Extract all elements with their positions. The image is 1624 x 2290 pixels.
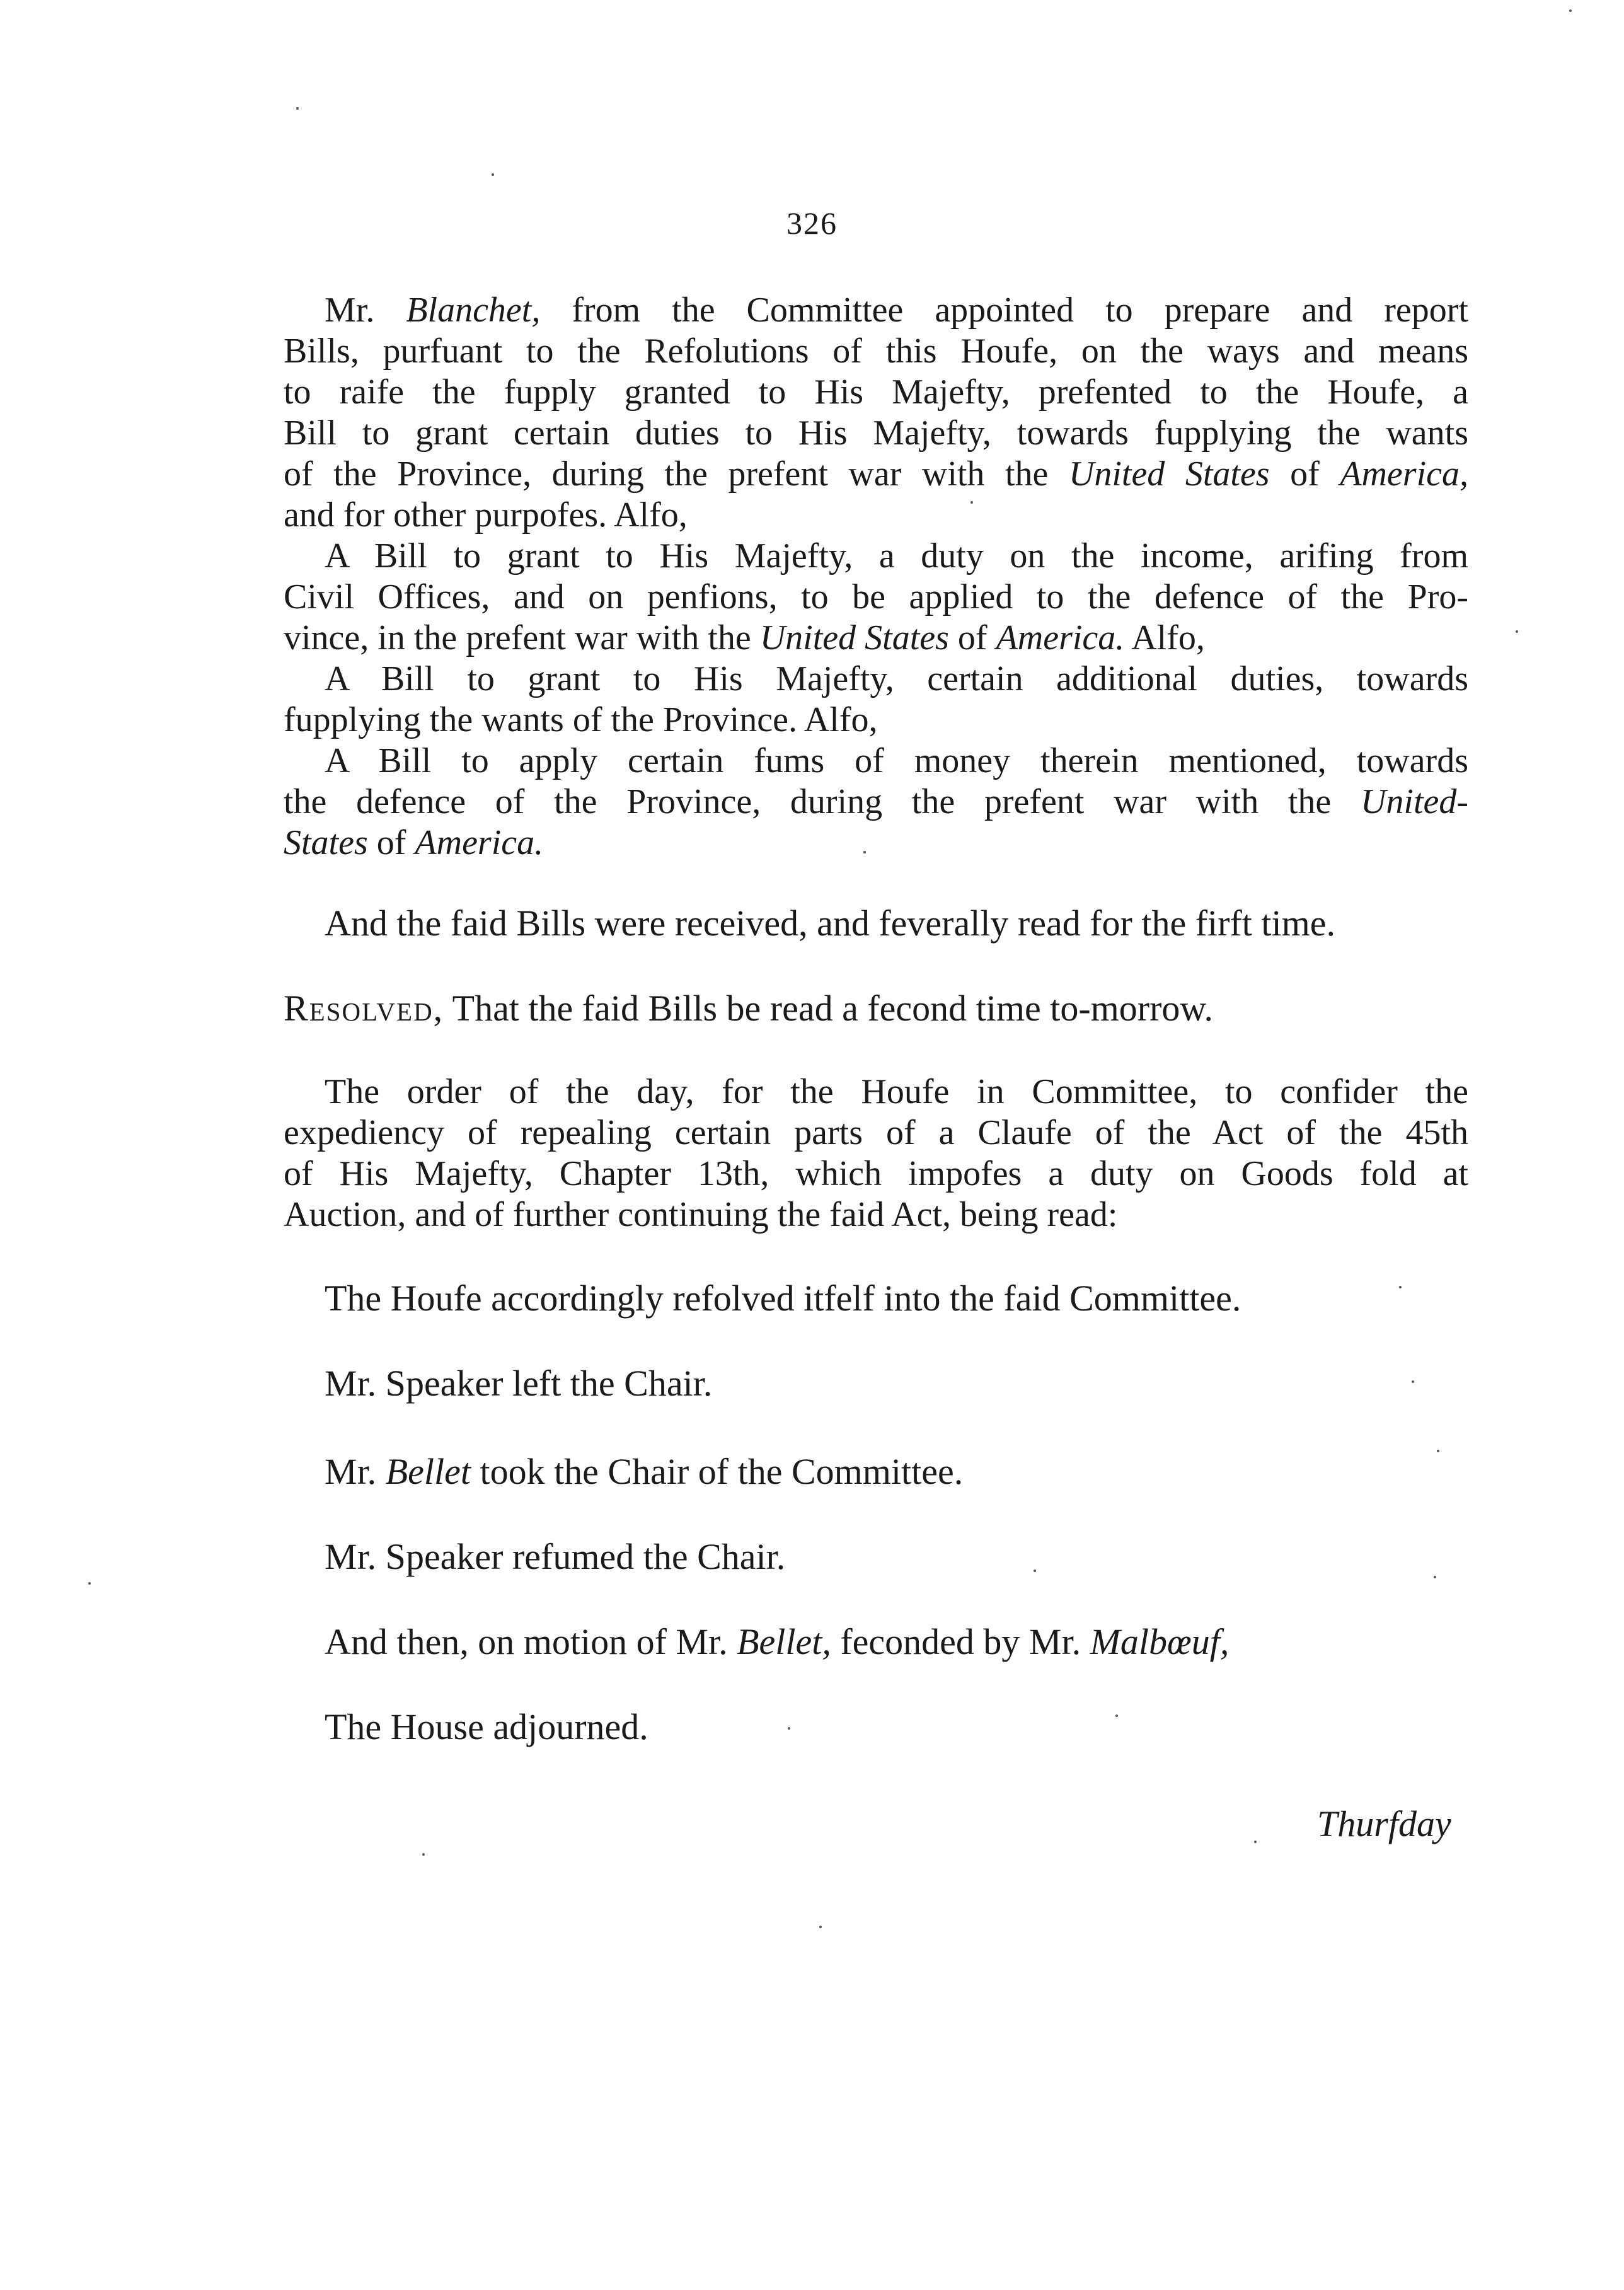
speaker-left-line: Mr. Speaker left the Chair.: [325, 1363, 713, 1404]
text-line: fupplying the wants of the Province. Alfo,: [284, 700, 878, 739]
bills-received-line: And the faid Bills were received, and feverally read for the firft time.: [325, 903, 1335, 944]
text-line: Mr. Blanchet, from the Committee appointed to prepare and report: [325, 291, 1468, 330]
committee-line: The Houfe accordingly refolved itfelf into the faid Committee.: [325, 1278, 1241, 1319]
adjourned-line: The House adjourned.: [325, 1706, 648, 1747]
text-line: A Bill to apply certain fums of money therein mentioned, towards: [325, 741, 1468, 780]
scan-speck: [1399, 1286, 1402, 1288]
paragraph-income-bill: [284, 536, 1468, 659]
scan-speck: [1034, 1570, 1036, 1572]
text-line: of the Province, during the prefent war with the United States of America,: [284, 454, 1468, 494]
scan-speck: [970, 501, 973, 504]
text-line: Auction, and of further continuing the faid Act, being read:: [284, 1195, 1118, 1234]
paragraph-additional-duties-bill: [284, 659, 1468, 741]
scan-speck: [88, 1582, 91, 1585]
text-line: A Bill to grant to His Majefty, a duty on the income, arifing from: [325, 536, 1468, 575]
scan-speck: [422, 1853, 425, 1856]
text-line: the defence of the Province, during the prefent war with the United-: [284, 782, 1468, 821]
scan-speck: [1254, 1841, 1257, 1843]
text-line: to raife the fupply granted to His Majefty, prefented to the Houfe, a: [284, 373, 1468, 412]
text-line: and for other purpofes. Alfo,: [284, 495, 688, 535]
scan-speck: [296, 107, 299, 110]
text-line: States of America.: [284, 823, 544, 862]
text-line: vince, in the prefent war with the United States of America. Alfo,: [284, 618, 1205, 657]
scan-speck: [492, 173, 494, 176]
scan-speck: [1412, 1380, 1414, 1383]
paragraph-sums-of-money-bill: [284, 741, 1468, 864]
catchword: Thurfday: [1317, 1803, 1451, 1844]
speaker-resumed-line: Mr. Speaker refumed the Chair.: [325, 1536, 786, 1577]
scan-speck: [1516, 630, 1518, 633]
text-line: of His Majefty, Chapter 13th, which impofes a duty on Goods fold at: [284, 1154, 1468, 1193]
text-line: Bill to grant certain duties to His Majefty, towards fupplying the wants: [284, 413, 1468, 453]
scan-speck: [788, 1727, 790, 1730]
scan-speck: [1434, 1576, 1436, 1578]
scan-speck: [1569, 9, 1572, 12]
resolved-line: Resolved, That the faid Bills be read a fecond time to-morrow.: [284, 988, 1214, 1029]
text-line: Bills, purfuant to the Refolutions of this Houfe, on the ways and means: [284, 332, 1468, 371]
paragraph-blanchet-report: [284, 290, 1468, 536]
scan-speck: [863, 851, 866, 853]
motion-line: And then, on motion of Mr. Bellet, feconded by Mr. Malbœuf,: [325, 1621, 1230, 1662]
scan-speck: [1437, 1450, 1439, 1452]
text-line: expediency of repealing certain parts of a Claufe of the Act of the 45th: [284, 1113, 1468, 1152]
text-line: Civil Offices, and on penfions, to be applied to the defence of the Pro-: [284, 577, 1468, 616]
paragraph-order-of-day: [284, 1072, 1468, 1235]
text-line: A Bill to grant to His Majefty, certain additional duties, towards: [325, 659, 1468, 698]
page-number: 326: [786, 205, 838, 241]
scan-speck: [819, 1926, 822, 1928]
bellet-chair-line: Mr. Bellet took the Chair of the Committee.: [325, 1451, 964, 1492]
text-line: The order of the day, for the Houfe in Committee, to confider the: [325, 1072, 1468, 1111]
scan-speck: [1115, 1715, 1118, 1717]
